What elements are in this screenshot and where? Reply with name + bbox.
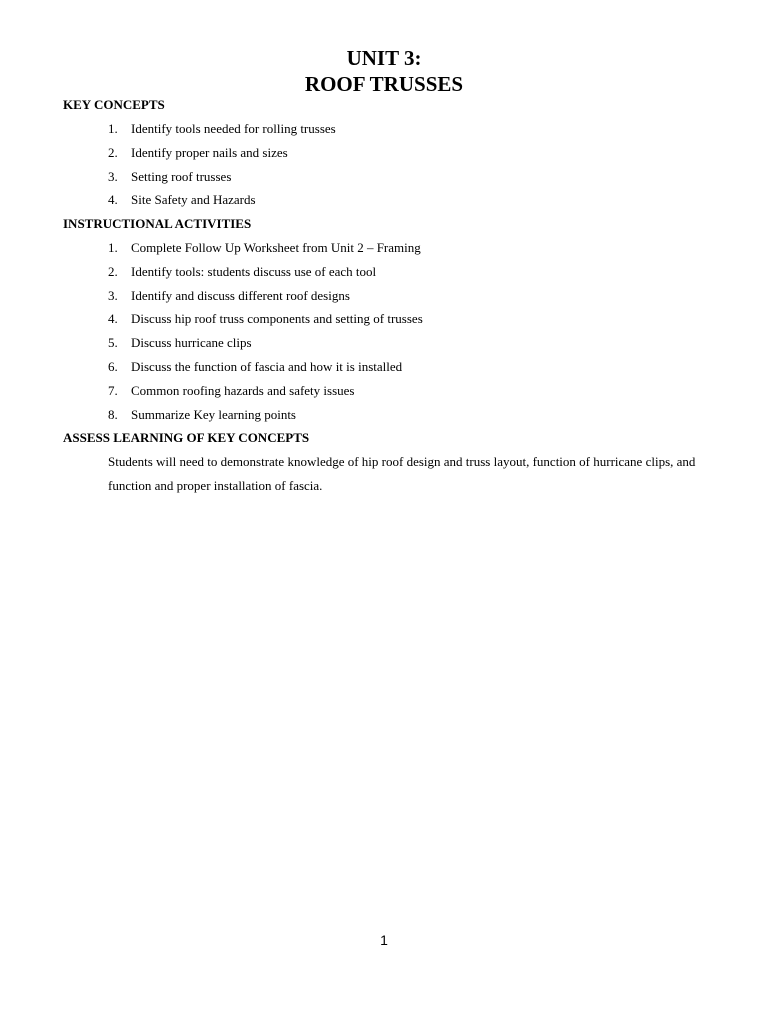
assess-learning-paragraph: Students will need to demonstrate knowledge of hip roof design and truss layout, function of hurricane clips, and function and proper installation of fascia.	[108, 454, 696, 493]
instructional-activities-heading: INSTRUCTIONAL ACTIVITIES	[63, 216, 252, 231]
list-item	[108, 145, 336, 169]
list-item-text: Identify tools needed for rolling trusses	[131, 121, 336, 136]
key-concepts-heading: KEY CONCEPTS	[63, 97, 165, 112]
list-item-text: Site Safety and Hazards	[131, 192, 256, 208]
list-item-number: 2.	[108, 144, 118, 160]
list-item-text: Discuss hurricane clips	[131, 335, 252, 351]
list-item-text: Common roofing hazards and safety issues	[131, 382, 355, 398]
list-item	[108, 335, 423, 359]
instructional-activities-list	[108, 240, 423, 430]
list-item	[108, 311, 423, 335]
list-item-number: 8.	[108, 406, 118, 422]
list-item-text: Setting roof trusses	[131, 168, 232, 184]
list-item	[108, 169, 336, 193]
list-item-text: Summarize Key learning points	[131, 406, 296, 422]
list-item	[108, 359, 423, 383]
page-number: 1	[380, 932, 388, 948]
list-item	[108, 240, 423, 264]
list-item-text: Identify and discuss different roof designs	[131, 287, 350, 303]
list-item-text: Complete Follow Up Worksheet from Unit 2 – Framing	[131, 240, 421, 255]
list-item-text: Identify tools: students discuss use of each tool	[131, 263, 377, 279]
list-item-text: Identify proper nails and sizes	[131, 144, 288, 160]
list-item	[108, 383, 423, 407]
list-item-text: Discuss hip roof truss components and setting of trusses	[131, 311, 423, 327]
assess-learning-heading: ASSESS LEARNING OF KEY CONCEPTS	[63, 430, 310, 445]
list-item-number: 3.	[108, 168, 118, 184]
unit-subtitle: ROOF TRUSSES	[304, 72, 464, 96]
list-item	[108, 121, 336, 145]
unit-title: UNIT 3:	[346, 46, 422, 70]
key-concepts-list	[108, 121, 336, 216]
list-item	[108, 407, 423, 431]
list-item-number: 4.	[108, 311, 118, 327]
list-item-number: 5.	[108, 335, 118, 351]
list-item	[108, 264, 423, 288]
list-item-number: 4.	[108, 192, 118, 208]
list-item-number: 7.	[108, 382, 118, 398]
list-item-text: Discuss the function of fascia and how it is installed	[131, 358, 403, 374]
list-item-number: 1.	[108, 240, 118, 255]
list-item-number: 6.	[108, 358, 118, 374]
list-item-number: 3.	[108, 287, 118, 303]
list-item-number: 2.	[108, 263, 118, 279]
list-item-number: 1.	[108, 121, 118, 136]
list-item	[108, 192, 336, 216]
list-item	[108, 288, 423, 312]
